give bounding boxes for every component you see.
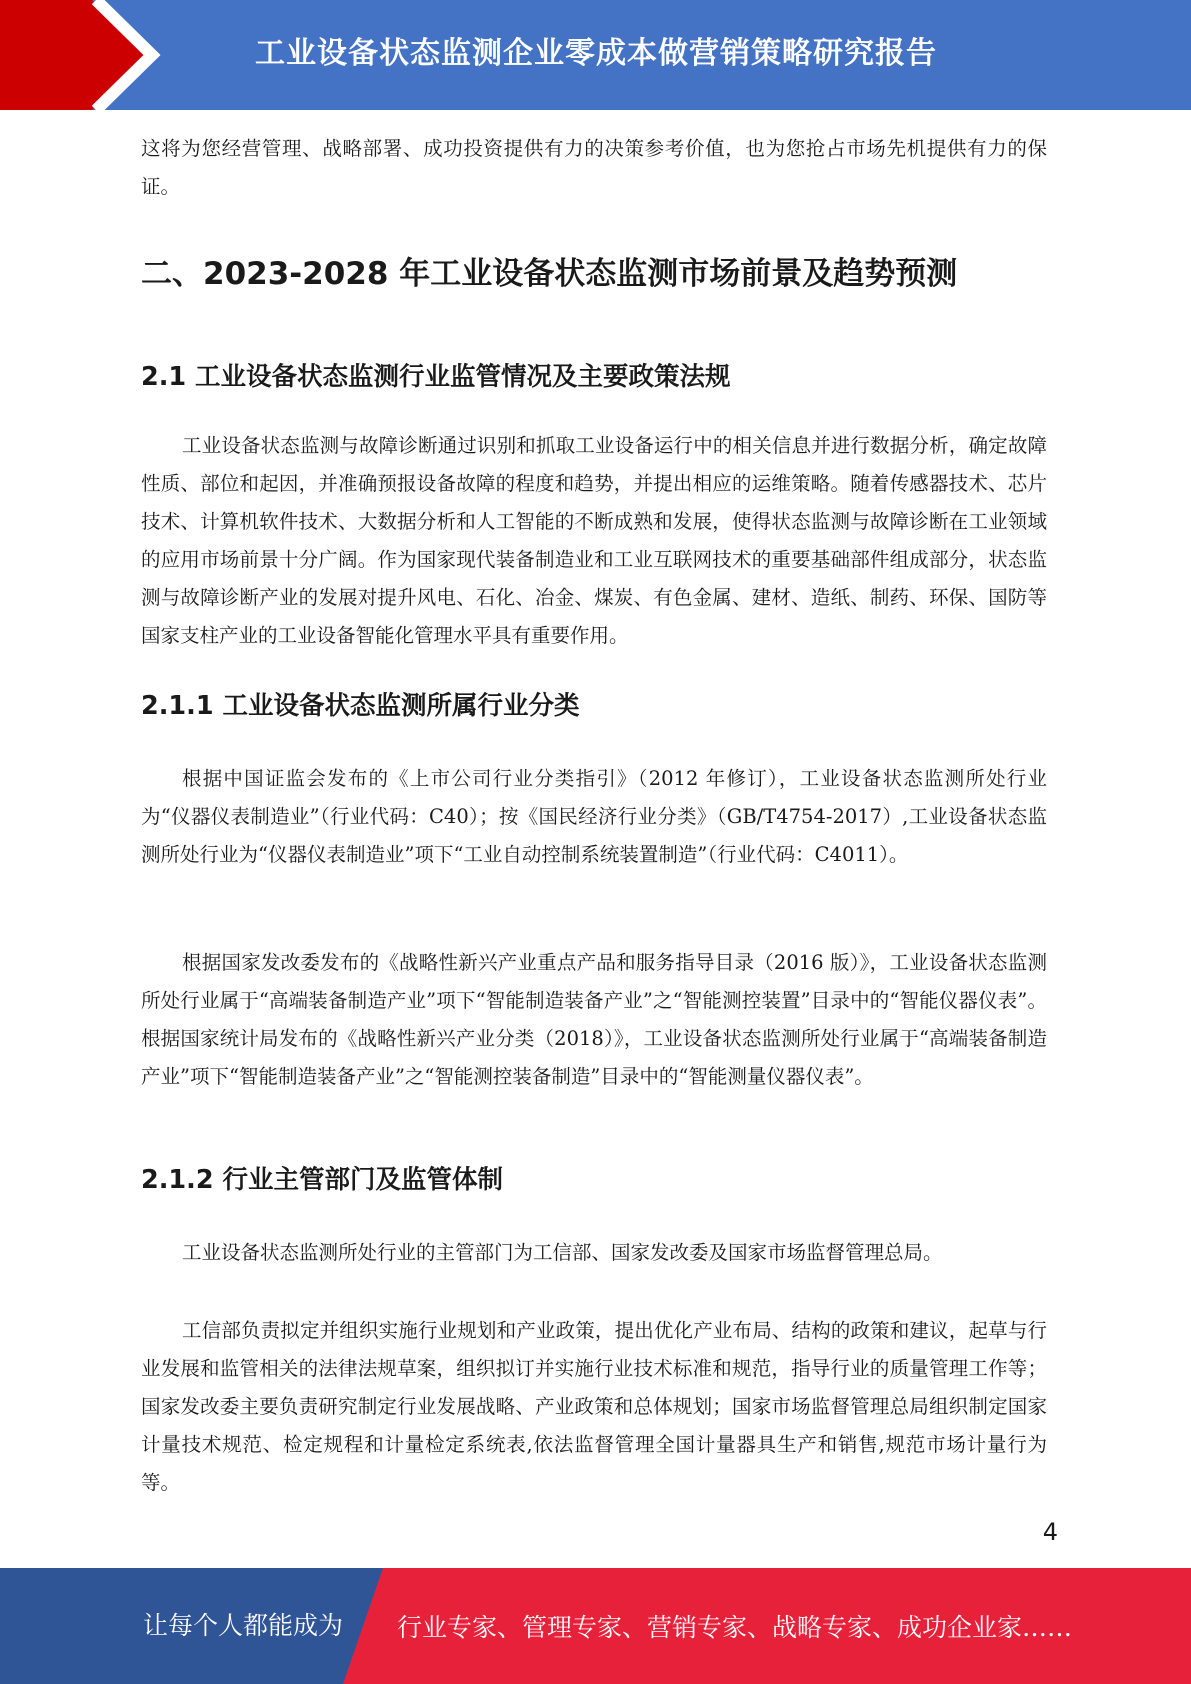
section-2-1-2-paragraph-1: 工业设备状态监测所处行业的主管部门为工信部、国家发改委及国家市场监督管理总局。 [182,1241,943,1264]
section-2-heading: 二、2023-2028 年工业设备状态监测市场前景及趋势预测 [141,256,958,292]
report-title: 工业设备状态监测企业零成本做营销策略研究报告 [255,36,937,71]
intro-paragraph-tail: 这将为您经营管理、战略部署、成功投资提供有力的决策参考价值，也为您抢占市场先机提供有力的保证。 [141,137,1047,198]
section-2-1-2-paragraph-2: 工信部负责拟定并组织实施行业规划和产业政策，提出优化产业布局、结构的政策和建议，起草与行业发展和监管相关的法律法规草案，组织拟订并实施行业技术标准和规范，指导行业的质量管理工作等；国家发改委主要负责研究制定行业发展战略、产业政策和总体规划；国家市场监督管理总局组织制定国家计量技术规范、检定规程和计量检定系统表,依法监督管理全国计量器具生产和销售,规范市场计量行为等。 [141,1319,1047,1494]
page-number: 4 [1042,1518,1058,1546]
page-header [0,0,1191,110]
section-2-1-2-heading: 2.1.2 行业主管部门及监管体制 [141,1165,503,1195]
section-2-1-paragraph: 工业设备状态监测与故障诊断通过识别和抓取工业设备运行中的相关信息并进行数据分析，确定故障性质、部位和起因，并准确预报设备故障的程度和趋势，并提出相应的运维策略。随着传感器技术、芯片技术、计算机软件技术、大数据分析和人工智能的不断成熟和发展，使得状态监测与故障诊断在工业领域的应用市场前景十分广阔。作为国家现代装备制造业和工业互联网技术的重要基础部件组成部分，状态监测与故障诊断产业的发展对提升风电、石化、冶金、煤炭、有色金属、建材、造纸、制药、环保、国防等国家支柱产业的工业设备智能化管理水平具有重要作用。 [141,434,1047,647]
page-footer [0,1568,1191,1684]
header-red-arrow [0,0,148,110]
section-2-1-1-paragraph-2: 根据国家发改委发布的《战略性新兴产业重点产品和服务指导目录（2016 版）》，工业设备状态监测所处行业属于“高端装备制造产业”项下“智能制造装备产业”之“智能测控装置”目录中的“智能仪器仪表”。根据国家统计局发布的《战略性新兴产业分类（2018）》，工业设备状态监测所处行业属于“高端装备制造产业”项下“智能制造装备产业”之“智能测控装备制造”目录中的“智能测量仪器仪表”。 [141,951,1047,1088]
section-2-1-1-heading: 2.1.1 工业设备状态监测所属行业分类 [141,691,580,721]
section-2-1-heading: 2.1 工业设备状态监测行业监管情况及主要政策法规 [141,362,731,392]
section-2-1-1-paragraph-1: 根据中国证监会发布的《上市公司行业分类指引》（2012 年修订），工业设备状态监测所处行业为“仪器仪表制造业”（行业代码：C40）；按《国民经济行业分类》（GB/T4754-2017）,工业设备状态监测所处行业为“仪器仪表制造业”项下“工业自动控制系统装置制造”（行业代码：C4011）。 [141,767,1047,866]
footer-slogan-left: 让每个人都能成为 [143,1611,344,1640]
footer-slogan-right: 行业专家、管理专家、营销专家、战略专家、成功企业家…… [397,1613,1073,1642]
